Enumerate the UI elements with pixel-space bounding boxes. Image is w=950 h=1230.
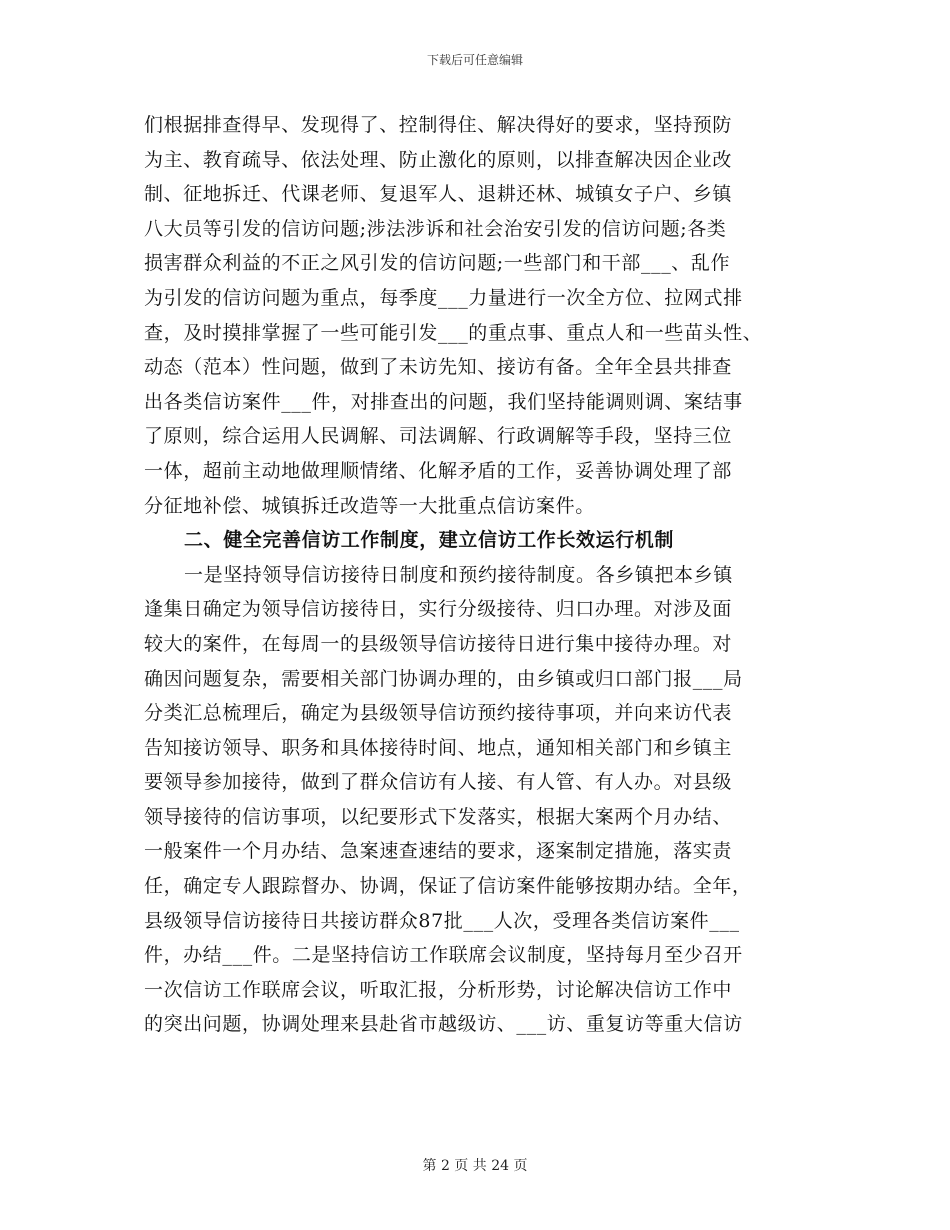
section-heading: 二、健全完善信访工作制度，建立信访工作长效运行机制 bbox=[184, 529, 675, 552]
body-line: 动态（范本）性问题，做到了未访先知、接访有备。全年全县共排查 bbox=[144, 356, 733, 379]
body-line: 查，及时摸排掌握了一些可能引发___的重点事、重点人和一些苗头性、 bbox=[144, 321, 763, 344]
body-line: 领导接待的信访事项，以纪要形式下发落实，根据大案两个月办结、 bbox=[144, 805, 733, 828]
body-line: 分类汇总梳理后，确定为县级领导信访预约接待事项，并向来访代表 bbox=[144, 702, 733, 725]
paragraph-first-line: 一是坚持领导信访接待日制度和预约接待制度。各乡镇把本乡镇 bbox=[184, 563, 733, 586]
body-line: 县级领导信访接待日共接访群众87批___人次，受理各类信访案件___ bbox=[144, 909, 740, 932]
body-line: 一般案件一个月办结、急案速查速结的要求，逐案制定措施，落实责 bbox=[144, 840, 733, 863]
body-line: 的突出问题，协调处理来县赴省市越级访、___访、重复访等重大信访 bbox=[144, 1013, 743, 1036]
body-line: 较大的案件，在每周一的县级领导信访接待日进行集中接待办理。对 bbox=[144, 632, 733, 655]
body-line: 出各类信访案件___件，对排查出的问题，我们坚持能调则调、案结事 bbox=[144, 390, 743, 413]
page-footer: 第 2 页 共 24 页 bbox=[422, 1158, 528, 1174]
body-line: 告知接访领导、职务和具体接待时间、地点，通知相关部门和乡镇主 bbox=[144, 736, 733, 759]
document-body bbox=[144, 108, 824, 1042]
body-line: 确因问题复杂，需要相关部门协调办理的，由乡镇或归口部门报___局 bbox=[144, 667, 743, 690]
body-line: 了原则，综合运用人民调解、司法调解、行政调解等手段，坚持三位 bbox=[144, 425, 733, 448]
body-line: 一次信访工作联席会议，听取汇报，分析形势，讨论解决信访工作中 bbox=[144, 978, 733, 1001]
page-header: 下载后可任意编辑 bbox=[426, 53, 523, 67]
body-line: 们根据排查得早、发现得了、控制得住、解决得好的要求，坚持预防 bbox=[144, 114, 733, 136]
body-line: 八大员等引发的信访问题;涉法涉诉和社会治安引发的信访问题;各类 bbox=[144, 217, 727, 240]
body-line: 件，办结___件。二是坚持信访工作联席会议制度，坚持每月至少召开 bbox=[144, 944, 743, 967]
body-line: 为引发的信访问题为重点，每季度___力量进行一次全方位、拉网式排 bbox=[144, 286, 743, 309]
body-line: 制、征地拆迁、代课老师、复退军人、退耕还林、城镇女子户、乡镇 bbox=[144, 183, 733, 206]
body-line: 为主、教育疏导、依法处理、防止激化的原则，以排查解决因企业改 bbox=[144, 148, 733, 171]
body-line: 一体，超前主动地做理顺情绪、化解矛盾的工作，妥善协调处理了部 bbox=[144, 459, 733, 482]
body-line: 分征地补偿、城镇拆迁改造等一大批重点信访案件。 bbox=[144, 494, 595, 517]
body-line: 损害群众利益的不正之风引发的信访问题;一些部门和干部___、乱作 bbox=[144, 252, 731, 275]
body-line: 任，确定专人跟踪督办、协调，保证了信访案件能够按期办结。全年， bbox=[144, 875, 752, 898]
body-line: 要领导参加接待，做到了群众信访有人接、有人管、有人办。对县级 bbox=[144, 771, 733, 794]
body-line: 逢集日确定为领导信访接待日，实行分级接待、归口办理。对涉及面 bbox=[144, 598, 733, 621]
